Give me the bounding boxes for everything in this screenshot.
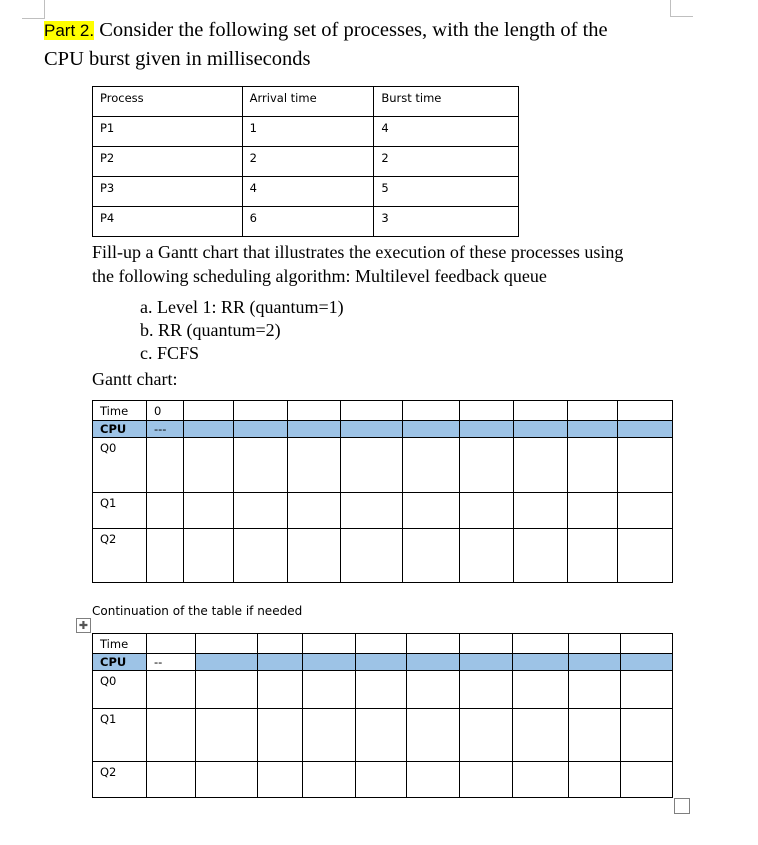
gantt-cell[interactable] bbox=[460, 634, 513, 654]
cell-burst: 2 bbox=[374, 147, 519, 177]
table-row bbox=[93, 117, 519, 147]
page-corner-mark-left bbox=[22, 0, 45, 19]
level-item-a: a. Level 1: RR (quantum=1) bbox=[140, 297, 344, 317]
level-item-c: c. FCFS bbox=[140, 343, 200, 363]
gantt-cell[interactable] bbox=[257, 634, 302, 654]
process-table bbox=[92, 86, 519, 237]
gantt-cell[interactable] bbox=[569, 762, 621, 798]
gantt-cell[interactable] bbox=[403, 529, 460, 583]
cell-burst: 4 bbox=[374, 117, 519, 147]
gantt-cell[interactable] bbox=[618, 438, 673, 493]
gantt-cell[interactable] bbox=[620, 654, 672, 671]
cpu-start[interactable]: --- bbox=[146, 421, 183, 438]
cell-arrival: 4 bbox=[242, 177, 374, 207]
gantt-cell[interactable] bbox=[195, 762, 257, 798]
gantt-cell[interactable] bbox=[407, 709, 460, 762]
gantt-cell[interactable] bbox=[183, 401, 233, 421]
gantt-cell[interactable] bbox=[407, 634, 460, 654]
gantt-cell[interactable] bbox=[460, 654, 513, 671]
table-row bbox=[93, 207, 519, 237]
gantt-cell[interactable] bbox=[407, 654, 460, 671]
gantt-cell[interactable] bbox=[514, 529, 568, 583]
row-label-q0: Q0 bbox=[93, 671, 147, 709]
gantt-cell[interactable] bbox=[340, 401, 403, 421]
gantt-cell[interactable] bbox=[302, 634, 355, 654]
gantt-q1-row bbox=[93, 493, 673, 529]
gantt-cell[interactable] bbox=[233, 493, 287, 529]
gantt-cell[interactable] bbox=[195, 634, 257, 654]
gantt-cell[interactable] bbox=[302, 709, 355, 762]
gantt-cell[interactable] bbox=[618, 493, 673, 529]
gantt-cell[interactable] bbox=[302, 671, 355, 709]
gantt-cell[interactable] bbox=[460, 671, 513, 709]
gantt-cell[interactable] bbox=[514, 421, 568, 438]
gantt-cell[interactable] bbox=[183, 438, 233, 493]
gantt-cell[interactable] bbox=[569, 709, 621, 762]
gantt-time-row bbox=[93, 634, 673, 654]
gantt-cell[interactable] bbox=[403, 421, 460, 438]
table-resize-handle-icon[interactable] bbox=[674, 798, 690, 814]
cell-burst: 3 bbox=[374, 207, 519, 237]
gantt-cell[interactable] bbox=[513, 634, 569, 654]
gantt-cpu-row bbox=[93, 421, 673, 438]
gantt-cell[interactable] bbox=[620, 709, 672, 762]
gantt-cell[interactable] bbox=[287, 529, 340, 583]
continuation-label: Continuation of the table if needed bbox=[92, 604, 303, 618]
gantt-cell[interactable] bbox=[569, 671, 621, 709]
gantt-cell[interactable] bbox=[618, 421, 673, 438]
row-label-cpu: CPU bbox=[93, 654, 147, 671]
gantt-cell[interactable] bbox=[146, 529, 183, 583]
gantt-cell[interactable] bbox=[287, 438, 340, 493]
gantt-cell[interactable] bbox=[513, 654, 569, 671]
gantt-cell[interactable] bbox=[257, 762, 302, 798]
header-burst-time: Burst time bbox=[374, 87, 519, 117]
gantt-cell[interactable] bbox=[340, 493, 403, 529]
gantt-q0-row bbox=[93, 438, 673, 493]
gantt-label: Gantt chart: bbox=[92, 369, 178, 389]
gantt-cell[interactable] bbox=[514, 493, 568, 529]
row-label-q0: Q0 bbox=[93, 438, 147, 493]
heading-text-line2: CPU burst given in milliseconds bbox=[44, 48, 311, 70]
gantt-table-1[interactable] bbox=[92, 400, 673, 583]
gantt-q0-row bbox=[93, 671, 673, 709]
part-label: Part 2. bbox=[44, 21, 95, 40]
gantt-cell[interactable] bbox=[355, 671, 407, 709]
gantt-cell[interactable] bbox=[514, 438, 568, 493]
gantt-cell[interactable] bbox=[195, 709, 257, 762]
gantt-cell[interactable] bbox=[618, 401, 673, 421]
gantt-cell[interactable] bbox=[340, 438, 403, 493]
gantt-cell[interactable] bbox=[568, 421, 618, 438]
gantt-table-2[interactable] bbox=[92, 633, 673, 798]
gantt-cell[interactable] bbox=[620, 634, 672, 654]
gantt-cell[interactable] bbox=[355, 762, 407, 798]
gantt-cell[interactable] bbox=[460, 762, 513, 798]
level-list bbox=[140, 296, 344, 365]
cell-process: P3 bbox=[93, 177, 243, 207]
gantt-cell[interactable] bbox=[233, 438, 287, 493]
gantt-cell[interactable] bbox=[460, 401, 514, 421]
gantt-cell[interactable] bbox=[233, 529, 287, 583]
gantt-cell[interactable] bbox=[618, 529, 673, 583]
heading-text-line1: Consider the following set of processes, with the length of the bbox=[94, 19, 608, 41]
gantt-cell[interactable] bbox=[195, 671, 257, 709]
gantt-cell[interactable] bbox=[514, 401, 568, 421]
instruction-line2: the following scheduling algorithm: Multilevel feedback queue bbox=[92, 266, 547, 286]
gantt-cell[interactable] bbox=[569, 634, 621, 654]
gantt-cell[interactable] bbox=[233, 401, 287, 421]
row-label-time: Time bbox=[93, 401, 147, 421]
cell-process: P1 bbox=[93, 117, 243, 147]
table-row bbox=[93, 147, 519, 177]
gantt-q2-row bbox=[93, 529, 673, 583]
gantt-time-row bbox=[93, 401, 673, 421]
cpu-start[interactable]: -- bbox=[146, 654, 195, 671]
gantt-cell[interactable] bbox=[233, 421, 287, 438]
page-corner-mark-right bbox=[670, 0, 693, 17]
row-label-time: Time bbox=[93, 634, 147, 654]
gantt-cell[interactable] bbox=[302, 654, 355, 671]
gantt-cell[interactable] bbox=[302, 762, 355, 798]
gantt-cell[interactable] bbox=[568, 438, 618, 493]
gantt-cell[interactable] bbox=[460, 709, 513, 762]
gantt-cell[interactable] bbox=[620, 762, 672, 798]
gantt-cell[interactable] bbox=[407, 762, 460, 798]
gantt-cell[interactable] bbox=[287, 493, 340, 529]
instruction-line1: Fill-up a Gantt chart that illustrates the execution of these processes using bbox=[92, 242, 624, 262]
gantt-cell[interactable] bbox=[620, 671, 672, 709]
gantt-cell[interactable] bbox=[460, 493, 514, 529]
gantt-cell[interactable] bbox=[287, 401, 340, 421]
gantt-cell[interactable] bbox=[183, 421, 233, 438]
table-move-handle-icon[interactable]: ✚ bbox=[76, 618, 91, 633]
cell-burst: 5 bbox=[374, 177, 519, 207]
time-start[interactable]: 0 bbox=[146, 401, 183, 421]
gantt-q2-row bbox=[93, 762, 673, 798]
part-heading bbox=[44, 16, 684, 73]
instruction-paragraph bbox=[92, 240, 692, 288]
cell-process: P4 bbox=[93, 207, 243, 237]
gantt-cell[interactable] bbox=[403, 493, 460, 529]
row-label-q1: Q1 bbox=[93, 709, 147, 762]
gantt-cell[interactable] bbox=[146, 671, 195, 709]
gantt-cell[interactable] bbox=[355, 654, 407, 671]
row-label-q2: Q2 bbox=[93, 529, 147, 583]
gantt-cell[interactable] bbox=[460, 421, 514, 438]
gantt-cell[interactable] bbox=[355, 709, 407, 762]
gantt-cell[interactable] bbox=[568, 493, 618, 529]
table-row bbox=[93, 177, 519, 207]
gantt-cell[interactable] bbox=[403, 401, 460, 421]
header-arrival-time: Arrival time bbox=[242, 87, 374, 117]
gantt-cell[interactable] bbox=[195, 654, 257, 671]
gantt-cell[interactable] bbox=[355, 634, 407, 654]
cell-arrival: 1 bbox=[242, 117, 374, 147]
gantt-cell[interactable] bbox=[146, 709, 195, 762]
gantt-cell[interactable] bbox=[513, 709, 569, 762]
gantt-cell[interactable] bbox=[568, 401, 618, 421]
gantt-cell[interactable] bbox=[146, 762, 195, 798]
gantt-cell[interactable] bbox=[513, 671, 569, 709]
gantt-cell[interactable] bbox=[183, 529, 233, 583]
gantt-cell[interactable] bbox=[407, 671, 460, 709]
table-header-row bbox=[93, 87, 519, 117]
gantt-cell[interactable] bbox=[146, 634, 195, 654]
row-label-q1: Q1 bbox=[93, 493, 147, 529]
gantt-cell[interactable] bbox=[183, 493, 233, 529]
gantt-cell[interactable] bbox=[403, 438, 460, 493]
gantt-cell[interactable] bbox=[460, 438, 514, 493]
gantt-cell[interactable] bbox=[257, 654, 302, 671]
row-label-q2: Q2 bbox=[93, 762, 147, 798]
gantt-q1-row bbox=[93, 709, 673, 762]
level-item-b: b. RR (quantum=2) bbox=[140, 320, 281, 340]
gantt-cell[interactable] bbox=[568, 529, 618, 583]
cell-process: P2 bbox=[93, 147, 243, 177]
gantt-cell[interactable] bbox=[513, 762, 569, 798]
gantt-cell[interactable] bbox=[340, 529, 403, 583]
gantt-cell[interactable] bbox=[340, 421, 403, 438]
gantt-cell[interactable] bbox=[146, 438, 183, 493]
gantt-cell[interactable] bbox=[146, 493, 183, 529]
gantt-cell[interactable] bbox=[257, 671, 302, 709]
gantt-cell[interactable] bbox=[569, 654, 621, 671]
gantt-cell[interactable] bbox=[257, 709, 302, 762]
header-process: Process bbox=[93, 87, 243, 117]
gantt-cell[interactable] bbox=[287, 421, 340, 438]
cell-arrival: 2 bbox=[242, 147, 374, 177]
row-label-cpu: CPU bbox=[93, 421, 147, 438]
gantt-cpu-row bbox=[93, 654, 673, 671]
cell-arrival: 6 bbox=[242, 207, 374, 237]
gantt-cell[interactable] bbox=[460, 529, 514, 583]
